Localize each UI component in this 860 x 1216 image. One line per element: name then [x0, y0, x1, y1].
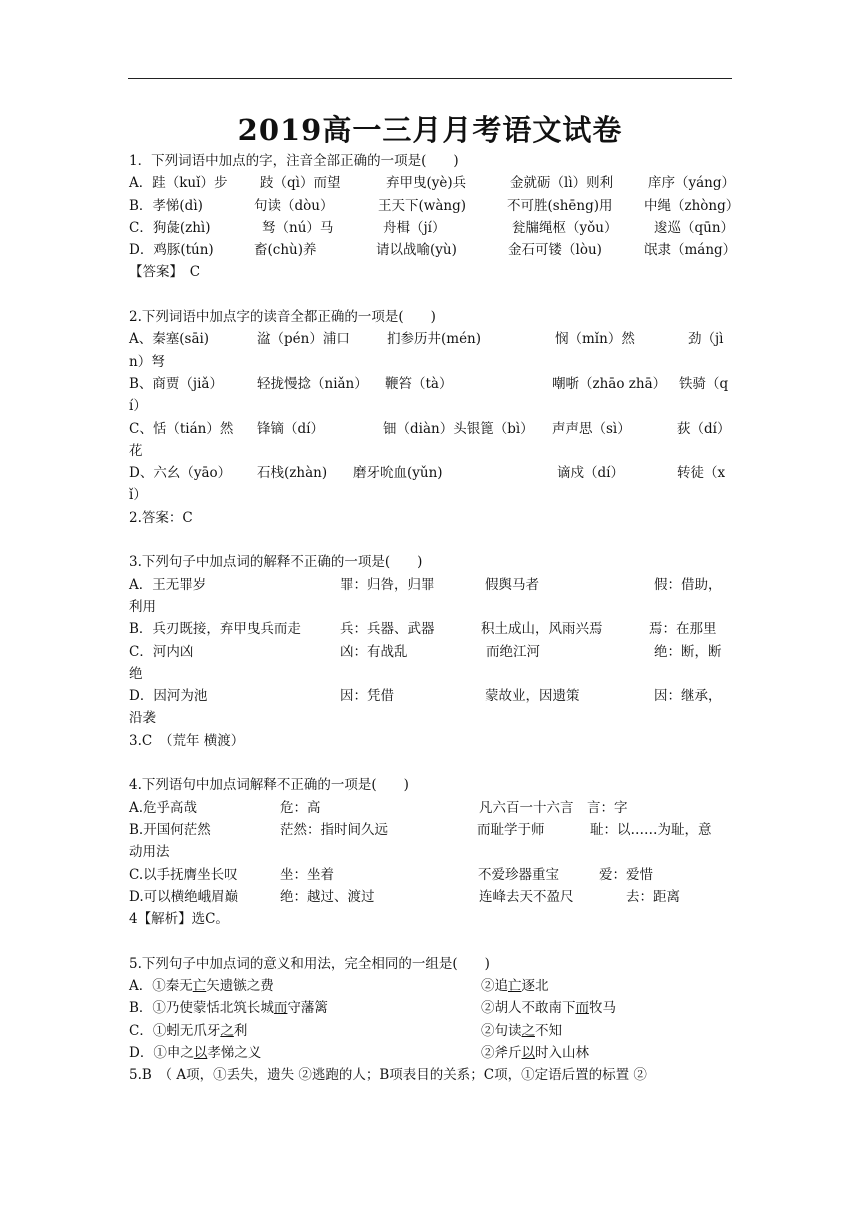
q5-answer: 5.B （ A项，①丢失，遗失 ②逃跑的人；B项表目的关系；C项，①定语后置的标置 ② [129, 1067, 647, 1084]
q5-option-b: B．①乃使蒙恬北筑长城而守藩篱 ②胡人不敢南下而牧马 [129, 1000, 616, 1017]
q2-option-a: A、秦塞(sāi) 湓（pén）浦口 扪参历井(mén) 悯（mǐn）然 劲（jì [129, 331, 724, 348]
q4-answer: 4【解析】选C。 [129, 911, 229, 928]
q2-option-d-cont: ǐ） [129, 487, 147, 504]
q1-option-a: A．跬（kuǐ）步 跂（qì）而望 弃甲曳(yè)兵 金就砺（lì）则利 庠序（yáng） [129, 175, 736, 192]
q1-option-c: C．狗彘(zhì) 驽（nú）马 舟楫（jí） 瓮牖绳枢（yǒu） 逡巡（qūn） [129, 219, 735, 236]
q2-option-b-cont: í） [129, 398, 147, 415]
dotted-word: 亡 [192, 977, 207, 994]
page-title: 2019高一三月月考语文试卷 [237, 113, 623, 147]
q5-option-a: A．①秦无亡矢遗镞之费 ②追亡逐北 [129, 977, 549, 994]
dotted-word: 而 [273, 1000, 288, 1017]
q3-answer: 3.C （荒年 横渡） [129, 732, 245, 749]
q1-option-d: D．鸡豚(tún) 畜(chù)养 请以战喻(yù) 金石可镂（lòu) 氓隶（máng） [129, 242, 737, 259]
q3-option-a-cont: 利用 [129, 598, 156, 615]
q4-option-b-cont: 动用法 [129, 844, 170, 861]
q1-answer: 【答案】 C [129, 264, 201, 281]
q2-answer: 2.答案：C [129, 509, 193, 526]
dotted-word: 之 [521, 1022, 535, 1039]
q1-option-b: B．孝悌(dì) 句读（dòu） 王天下(wàng) 不可胜(shēng)用 中绳（zhòng） [129, 197, 740, 214]
q4-option-a: A.危乎高哉 危：高 凡六百一十六言 言：字 [129, 799, 628, 816]
dotted-word: 以 [193, 1044, 208, 1061]
q5-option-d: D．①申之以孝悌之义 ②斧斤以时入山林 [129, 1044, 589, 1061]
q2-option-d: D、六幺（yāo） 石栈(zhàn) 磨牙吮血(yǔn) 谪戍（dí） 转徒（x [129, 465, 726, 482]
q5-stem: 5.下列句子中加点词的意义和用法，完全相同的一组是( ) [129, 955, 490, 972]
q4-option-c: C.以手抚膺坐长叹 坐：坐着 不爱珍器重宝 爱：爱惜 [129, 866, 653, 883]
q2-stem: 2.下列词语中加点字的读音全都正确的一项是( ) [129, 309, 436, 326]
q2-option-c-cont: 花 [129, 442, 143, 459]
dotted-word: 之 [220, 1022, 234, 1039]
exam-content [129, 150, 740, 1086]
dotted-word: 而 [575, 1000, 589, 1017]
q5-option-c: C．①蚓无爪牙之利 ②句读之不知 [129, 1022, 562, 1039]
dotted-word: 亡 [508, 977, 522, 994]
q2-option-b: B、商贾（jiǎ） 轻拢慢捻（niǎn） 鞭笞（tà） 嘲哳（zhāo zhā） 铁骑（q [129, 375, 729, 392]
q3-stem: 3.下列句子中加点词的解释不正确的一项是( ) [129, 554, 423, 571]
q3-option-a: A．王无罪岁 罪：归咎，归罪 假舆马者 假：借助， [129, 576, 722, 593]
q3-option-b: B．兵刃既接，弃甲曳兵而走 兵：兵器、武器 积土成山，风雨兴焉 焉：在那里 [129, 621, 717, 638]
q2-option-a-cont: n）弩 [129, 353, 165, 370]
q3-option-c-cont: 绝 [129, 665, 143, 682]
q3-option-d-cont: 沿袭 [129, 710, 156, 727]
header-rule [128, 78, 732, 79]
q2-option-c: C、恬（tián）然 锋镝（dí） 钿（diàn）头银篦（bì） 声声思（sì） 荻（dí） [129, 420, 731, 437]
dotted-word: 以 [521, 1044, 535, 1061]
q4-option-b: B.开国何茫然 茫然：指时间久远 而耻学于师 耻：以……为耻，意 [129, 821, 712, 838]
q1-stem: 1．下列词语中加点的字，注音全部正确的一项是( ) [129, 153, 459, 169]
q3-option-c: C．河内凶 凶：有战乱 而绝江河 绝：断，断 [129, 643, 722, 660]
q4-stem: 4.下列语句中加点词解释不正确的一项是( ) [129, 777, 409, 794]
q4-option-d: D.可以横绝峨眉巅 绝：越过、渡过 连峰去天不盈尺 去：距离 [129, 888, 680, 905]
q3-option-d: D．因河为池 因：凭借 蒙故业，因遗策 因：继承， [129, 688, 722, 705]
